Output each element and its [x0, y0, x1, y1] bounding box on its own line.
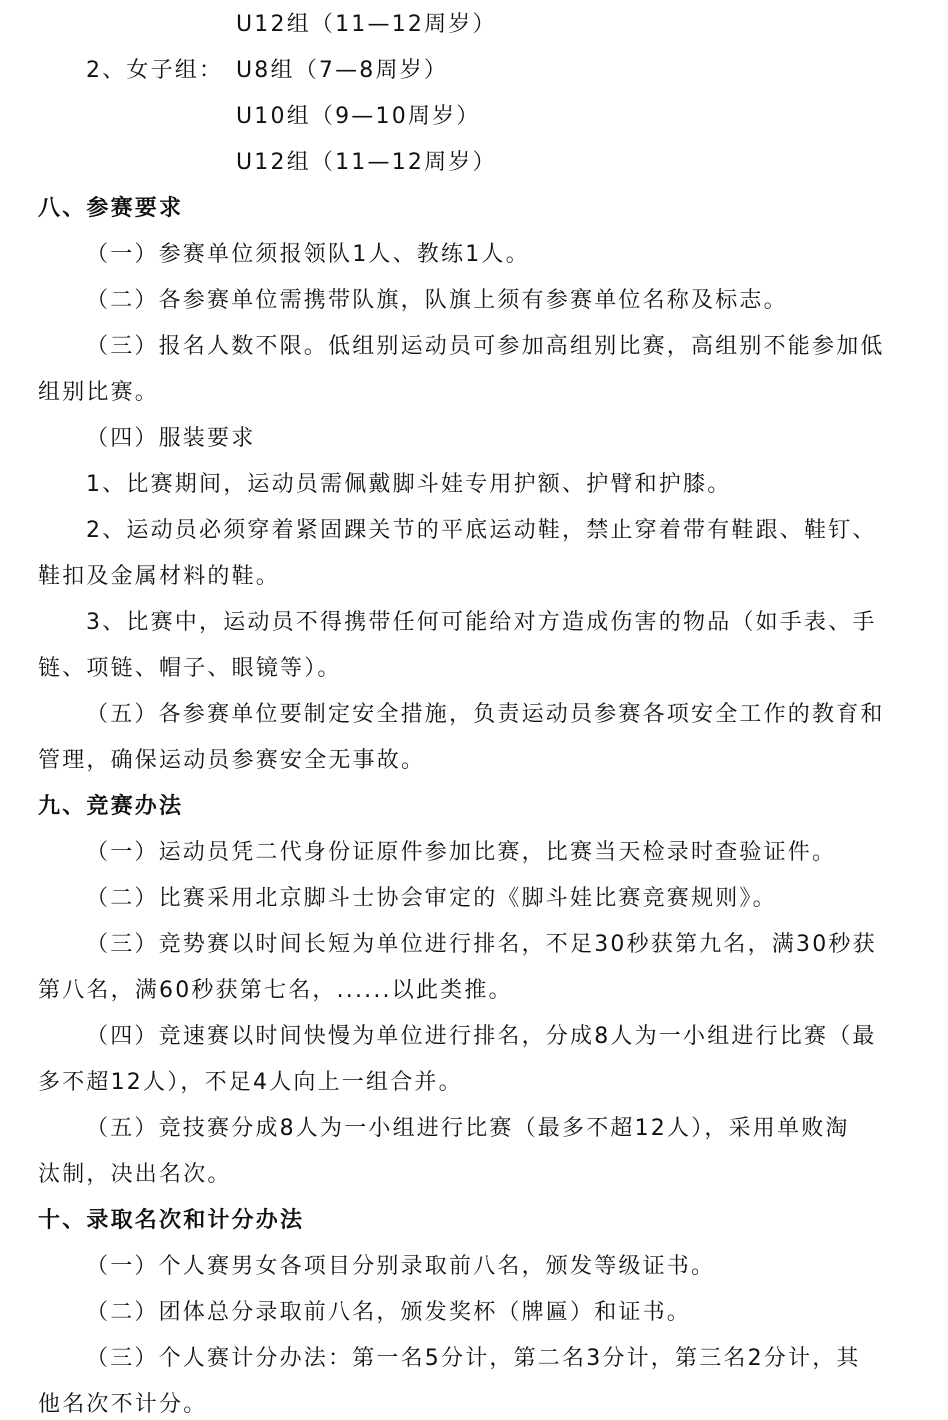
- section8-p5-line1: （五）各参赛单位要制定安全措施，负责运动员参赛各项安全工作的教育和: [86, 702, 885, 727]
- section10-p1: （一）个人赛男女各项目分别录取前八名，颁发等级证书。: [86, 1254, 716, 1279]
- section10-p3-line2: 他名次不计分。: [38, 1392, 208, 1417]
- girls-u8-group: U8组（7—8周岁）: [236, 58, 449, 83]
- section10-p2: （二）团体总分录取前八名，颁发奖杯（牌匾）和证书。: [86, 1300, 692, 1325]
- section8-p4: （四）服装要求: [86, 426, 256, 451]
- section8-p5-line2: 管理，确保运动员参赛安全无事故。: [38, 748, 426, 773]
- section9-heading: 九、竞赛办法: [38, 794, 184, 819]
- section10-heading: 十、录取名次和计分办法: [38, 1208, 305, 1233]
- section8-item2-line1: 2、运动员必须穿着紧固踝关节的平底运动鞋，禁止穿着带有鞋跟、鞋钉、: [86, 518, 877, 543]
- section9-p3-line2: 第八名，满60秒获第七名，......以此类推。: [38, 978, 513, 1003]
- boys-u12-group: U12组（11—12周岁）: [236, 12, 497, 37]
- section8-item1: 1、比赛期间，运动员需佩戴脚斗娃专用护额、护臂和护膝。: [86, 472, 732, 497]
- section8-p3-line2: 组别比赛。: [38, 380, 160, 405]
- section8-p2: （二）各参赛单位需携带队旗，队旗上须有参赛单位名称及标志。: [86, 288, 788, 313]
- section8-p1: （一）参赛单位须报领队1人、教练1人。: [86, 242, 530, 267]
- section9-p2: （二）比赛采用北京脚斗士协会审定的《脚斗娃比赛竞赛规则》。: [86, 886, 777, 911]
- girls-u12-group: U12组（11—12周岁）: [236, 150, 497, 175]
- section9-p3-line1: （三）竞势赛以时间长短为单位进行排名，不足30秒获第九名，满30秒获: [86, 932, 877, 957]
- section9-p5-line1: （五）竞技赛分成8人为一小组进行比赛（最多不超12人），采用单败淘: [86, 1116, 850, 1141]
- section9-p1: （一）运动员凭二代身份证原件参加比赛，比赛当天检录时查验证件。: [86, 840, 837, 865]
- section9-p5-line2: 汰制，决出名次。: [38, 1162, 232, 1187]
- girls-group-label: 2、女子组：: [86, 58, 224, 83]
- section9-p4-line1: （四）竞速赛以时间快慢为单位进行排名，分成8人为一小组进行比赛（最: [86, 1024, 877, 1049]
- section8-item3-line1: 3、比赛中，运动员不得携带任何可能给对方造成伤害的物品（如手表、手: [86, 610, 877, 635]
- section8-heading: 八、参赛要求: [38, 196, 184, 221]
- section8-p3-line1: （三）报名人数不限。低组别运动员可参加高组别比赛，高组别不能参加低: [86, 334, 885, 359]
- section8-item3-line2: 链、项链、帽子、眼镜等）。: [38, 656, 342, 681]
- girls-u10-group: U10组（9—10周岁）: [236, 104, 481, 129]
- section9-p4-line2: 多不超12人），不足4人向上一组合并。: [38, 1070, 463, 1095]
- section8-item2-line2: 鞋扣及金属材料的鞋。: [38, 564, 281, 589]
- section10-p3-line1: （三）个人赛计分办法：第一名5分计，第二名3分计，第三名2分计，其: [86, 1346, 861, 1371]
